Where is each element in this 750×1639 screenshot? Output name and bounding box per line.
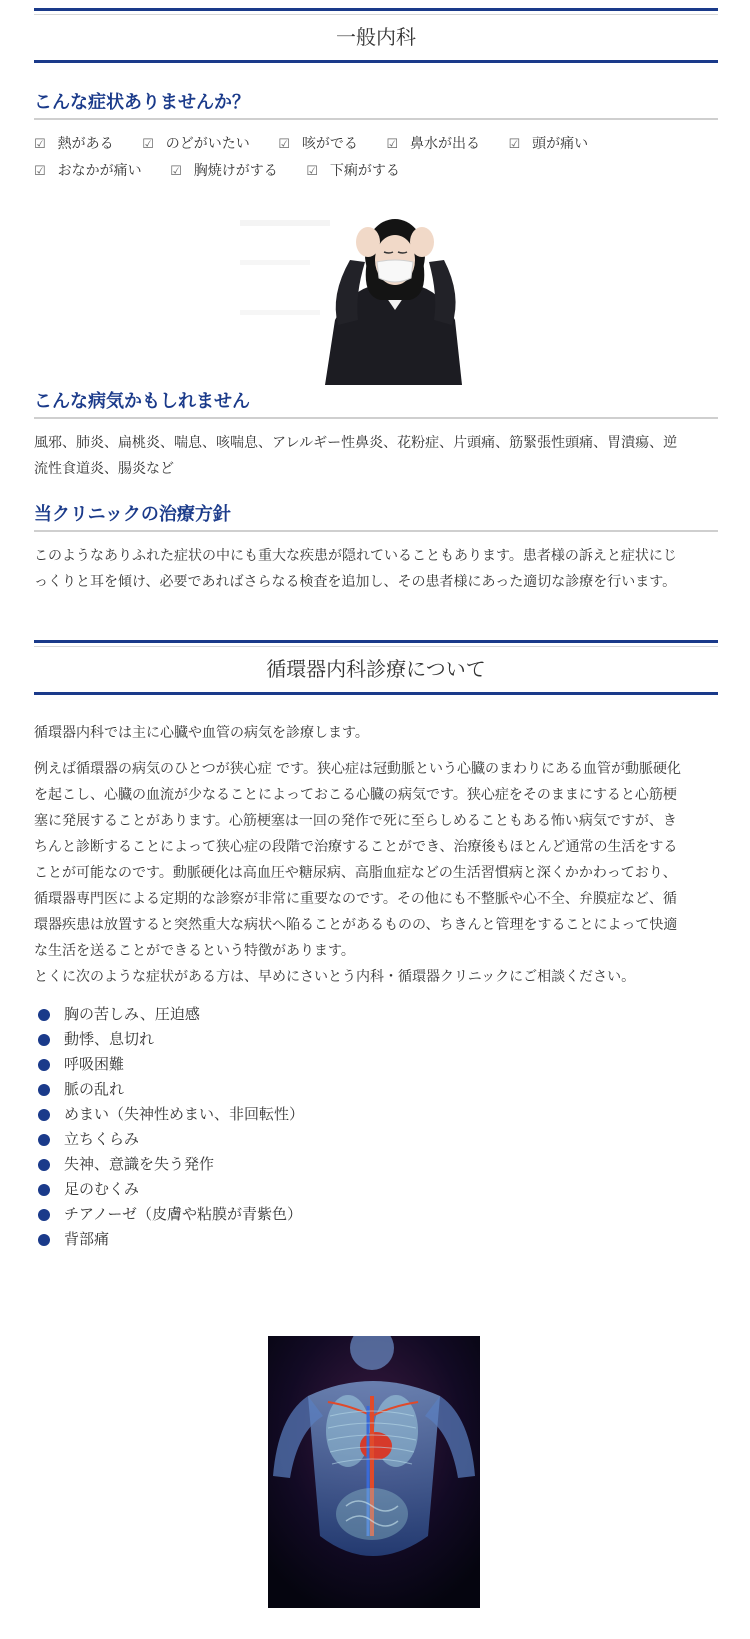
diseases-line: 流性食道炎、腸炎など bbox=[34, 461, 174, 477]
headache-woman-image bbox=[230, 200, 520, 385]
list-item: 呼吸困難 bbox=[34, 1052, 304, 1077]
checkbox-icon: ☑ bbox=[508, 137, 521, 152]
checkbox-icon: ☑ bbox=[34, 137, 46, 152]
bullet-dot-icon bbox=[38, 1034, 50, 1046]
bullet-dot-icon bbox=[38, 1184, 50, 1196]
body-line: 循環器専門医による定期的な診察が非常に重要なのです。その他にも不整脈や心不全、弁膜症など、循 bbox=[34, 891, 677, 907]
symptoms-heading: こんな症状ありませんか？ bbox=[34, 88, 718, 120]
diseases-heading: こんな病気かもしれません bbox=[34, 387, 718, 419]
bullet-dot-icon bbox=[38, 1209, 50, 1221]
cardiology-intro: 循環器内科では主に心臓や血管の病気を診療します。 bbox=[34, 725, 369, 741]
symptom-item: ☑ おなかが痛い bbox=[34, 163, 142, 179]
headache-woman-illustration bbox=[230, 200, 520, 385]
body-line: を起こし、心臓の血流が少なることによっておこる心臓の病気です。狭心症をそのままにすると心筋梗 bbox=[34, 787, 677, 803]
list-item: 背部痛 bbox=[34, 1227, 304, 1252]
symptom-item: ☑ 下痢がする bbox=[306, 163, 400, 179]
policy-line: っくりと耳を傾け、必要であればさらなる検査を追加し、その患者様にあった適切な診療を行います。 bbox=[34, 574, 677, 590]
symptom-item: ☑ 頭が痛い bbox=[508, 136, 589, 152]
section-title-cardiology bbox=[34, 640, 718, 695]
policy-text bbox=[34, 543, 720, 595]
anatomy-image bbox=[268, 1336, 480, 1608]
policy-line: このようなありふれた症状の中にも重大な疾患が隠れていることもあります。患者様の訴えと症状にじ bbox=[34, 548, 677, 564]
list-item: 立ちくらみ bbox=[34, 1127, 304, 1152]
diseases-text bbox=[34, 430, 720, 482]
section-title-general-medicine bbox=[34, 8, 718, 63]
list-item: 足のむくみ bbox=[34, 1177, 304, 1202]
bullet-dot-icon bbox=[38, 1059, 50, 1071]
policy-heading: 当クリニックの治療方針 bbox=[34, 500, 718, 532]
checkbox-icon: ☑ bbox=[278, 137, 290, 152]
body-line: ちんと診断することによって狭心症の段階で治療することができ、治療後もほとんど通常の生活をする bbox=[34, 839, 678, 855]
bullet-dot-icon bbox=[38, 1084, 50, 1096]
list-item: 胸の苦しみ、圧迫感 bbox=[34, 1002, 304, 1027]
body-line: ことが可能なのです。動脈硬化は高血圧や糖尿病、高脂血症などの生活習慣病と深くかかわっており、 bbox=[34, 865, 677, 881]
cardiology-advice: とくに次のような症状がある方は、早めにさいとう内科・循環器クリニックにご相談ください。 bbox=[34, 969, 636, 985]
body-line: な生活を送ることができるという特徴があります。 bbox=[34, 943, 355, 959]
checkbox-icon: ☑ bbox=[34, 164, 46, 179]
bullet-dot-icon bbox=[38, 1234, 50, 1246]
list-item: 動悸、息切れ bbox=[34, 1027, 304, 1052]
anatomy-illustration bbox=[268, 1336, 480, 1608]
body-line: 例えば循環器の病気のひとつが狭心症 です。狭心症は冠動脈という心臓のまわりにある血管が動脈硬化 bbox=[34, 761, 682, 777]
diseases-line: 風邪、肺炎、扁桃炎、喘息、咳喘息、アレルギー性鼻炎、花粉症、片頭痛、筋緊張性頭痛、胃潰瘍、逆 bbox=[34, 435, 678, 451]
bullet-dot-icon bbox=[38, 1159, 50, 1171]
bullet-dot-icon bbox=[38, 1134, 50, 1146]
list-item: 失神、意識を失う発作 bbox=[34, 1152, 304, 1177]
symptom-item: ☑ 咳がでる bbox=[278, 136, 358, 152]
bullet-dot-icon bbox=[38, 1109, 50, 1121]
cardiology-symptom-list bbox=[34, 1002, 304, 1252]
section-title-text: 一般内科 bbox=[336, 25, 416, 49]
symptom-item: ☑ 胸焼けがする bbox=[170, 163, 278, 179]
list-item: チアノーゼ（皮膚や粘膜が青紫色） bbox=[34, 1202, 304, 1227]
list-item: めまい（失神性めまい、非回転性） bbox=[34, 1102, 304, 1127]
symptom-item: ☑ 鼻水が出る bbox=[386, 136, 480, 152]
list-item: 脈の乱れ bbox=[34, 1077, 304, 1102]
section-title-text: 循環器内科診療について bbox=[266, 657, 486, 681]
checkbox-icon: ☑ bbox=[306, 164, 318, 179]
symptom-item: ☑ のどがいたい bbox=[142, 136, 250, 152]
checkbox-icon: ☑ bbox=[386, 137, 398, 152]
symptom-checklist bbox=[34, 131, 720, 185]
checkbox-icon: ☑ bbox=[142, 137, 154, 152]
bullet-dot-icon bbox=[38, 1009, 50, 1021]
body-line: 環器疾患は放置すると突然重大な病状へ陥ることがあるものの、ちきんと管理をすることによって快適 bbox=[34, 917, 678, 933]
cardiology-body bbox=[34, 756, 720, 964]
symptom-item: ☑ 熱がある bbox=[34, 136, 114, 152]
body-line: 塞に発展することがあります。心筋梗塞は一回の発作で死に至らしめることもある怖い病気ですが、き bbox=[34, 813, 677, 829]
checkbox-icon: ☑ bbox=[170, 164, 182, 179]
